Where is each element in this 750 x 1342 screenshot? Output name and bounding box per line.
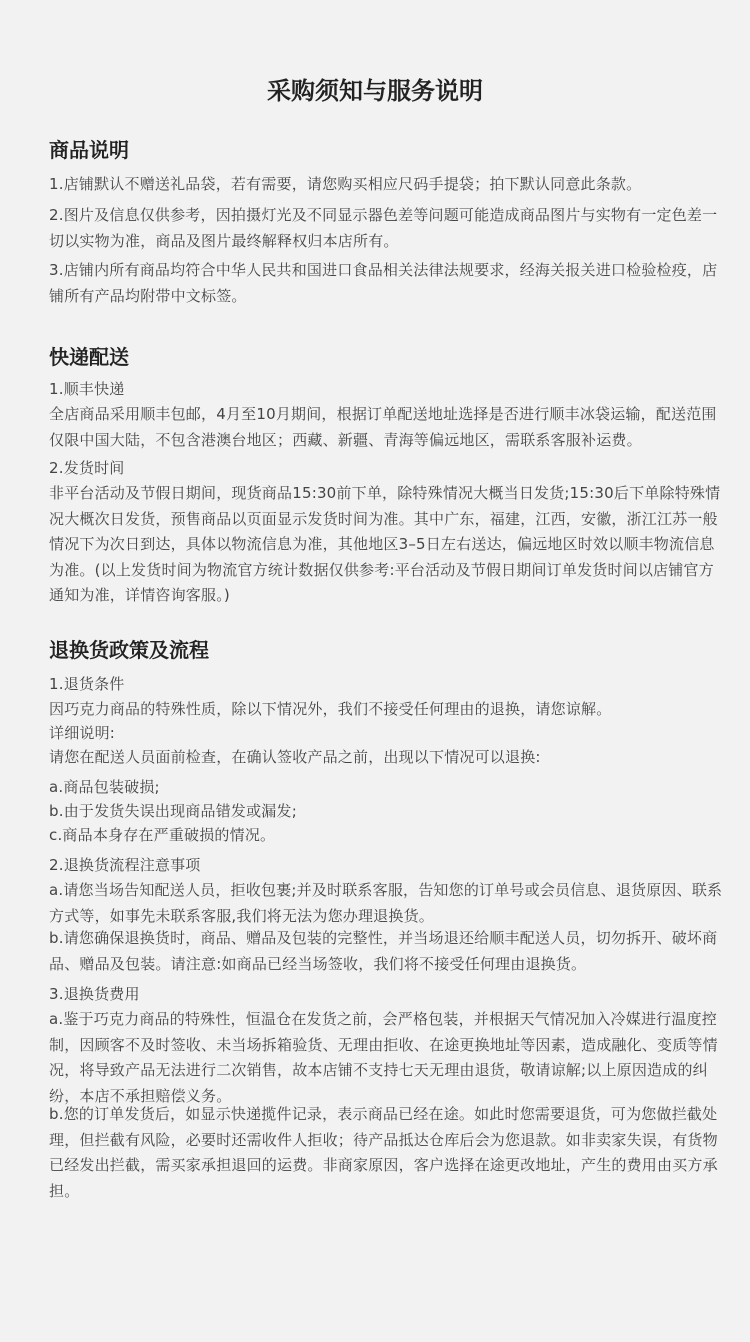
paragraph: 非平台活动及节假日期间，现货商品15:30前下单，除特殊情况大概当日发货;15:30后下单除特殊情况大概次日发货，预售商品以页面显示发货时间为准。其中广东，福建，江西，安徽，浙江江苏一般情况下为次日到达，具体以物流信息为准，其他地区3–5日左右送达，偏远地区时效以顺丰物流信息为准。(以上发货时间为物流官方统计数据仅供参考:平台活动及节假日期间订单发货时间以店铺官方通知为准，详情咨询客服。) [49, 484, 721, 604]
paragraph: 3.店铺内所有商品均符合中华人民共和国进口食品相关法律法规要求，经海关报关进口检验检疫，店铺所有产品均附带中文标签。 [49, 261, 718, 305]
paragraph: 请您在配送人员面前检查，在确认签收产品之前，出现以下情况可以退换: [49, 748, 541, 766]
page-title: 采购须知与服务说明 [267, 77, 483, 105]
subheading: 2.退换货流程注意事项 [49, 856, 201, 874]
subheading: 2.发货时间 [49, 459, 125, 477]
paragraph: b.请您确保退换货时，商品、赠品及包装的完整性，并当场退还给顺丰配送人员，切勿拆开、破坏商品、赠品及包装。请注意:如商品已经当场签收，我们将不接受任何理由退换货。 [49, 929, 718, 973]
section-title-shipping: 快递配送 [49, 345, 129, 369]
paragraph: a.请您当场告知配送人员，拒收包裹;并及时联系客服，告知您的订单号或会员信息、退货原因、联系方式等，如事先未联系客服,我们将无法为您办理退换货。 [49, 881, 723, 925]
subheading: 3.退换货费用 [49, 985, 140, 1003]
list-item: b.由于发货失误出现商品错发或漏发; [49, 802, 297, 820]
list-item: a.商品包装破损; [49, 778, 160, 796]
list-item: c.商品本身存在严重破损的情况。 [49, 826, 276, 844]
subheading: 1.退货条件 [49, 675, 125, 693]
paragraph: a.鉴于巧克力商品的特殊性，恒温仓在发货之前，会严格包装，并根据天气情况加入冷媒进行温度控制，因顾客不及时签收、未当场拆箱验货、无理由拒收、在途更换地址等因素，造成融化、变质等情况，将导致产品无法进行二次销售，故本店铺不支持七天无理由退货，敬请谅解;以上原因造成的纠纷，本店不承担赔偿义务。 [49, 1010, 718, 1105]
paragraph: 因巧克力商品的特殊性质，除以下情况外，我们不接受任何理由的退换，请您谅解。 [49, 700, 612, 718]
paragraph: b.您的订单发货后，如显示快递揽件记录，表示商品已经在途。如此时您需要退货，可为您做拦截处理，但拦截有风险，必要时还需收件人拒收；待产品抵达仓库后会为您退款。如非卖家失误，有货物已经发出拦截，需买家承担退回的运费。非商家原因，客户选择在途更改地址，产生的费用由买方承担。 [49, 1105, 718, 1200]
section-title-returns: 退换货政策及流程 [49, 638, 209, 662]
subheading: 1.顺丰快递 [49, 380, 125, 398]
section-title-product: 商品说明 [49, 138, 129, 162]
paragraph: 全店商品采用顺丰包邮，4月至10月期间，根据订单配送地址选择是否进行顺丰冰袋运输，配送范围仅限中国大陆，不包含港澳台地区；西藏、新疆、青海等偏远地区，需联系客服补运费。 [49, 405, 717, 449]
paragraph: 1.店铺默认不赠送礼品袋，若有需要，请您购买相应尺码手提袋；拍下默认同意此条款。 [49, 175, 642, 193]
paragraph: 2.图片及信息仅供参考，因拍摄灯光及不同显示器色差等问题可能造成商品图片与实物有一定色差一切以实物为准，商品及图片最终解释权归本店所有。 [49, 206, 718, 250]
paragraph: 详细说明: [49, 724, 116, 742]
